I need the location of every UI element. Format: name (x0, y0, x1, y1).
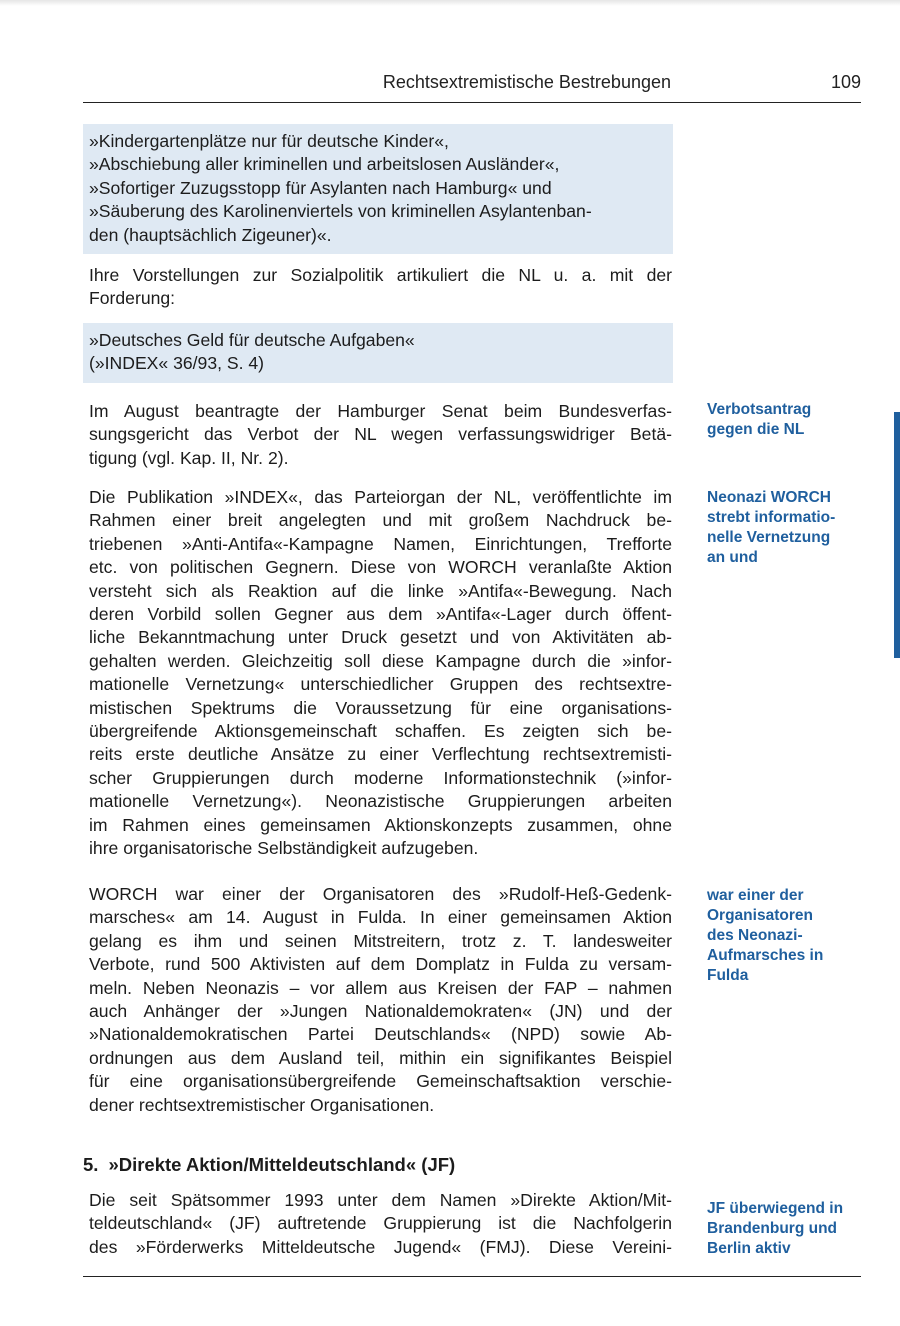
text-line: Forderung: (89, 288, 176, 309)
text-line: »Nationaldemokratischen Partei Deutschlands« (NPD) sowie Ab- (89, 1024, 672, 1045)
margin-note-line: Brandenburg und (707, 1220, 838, 1237)
paragraph-direkte-aktion (89, 1189, 672, 1259)
text-line: mationelle Vernetzung« unterschiedlicher Gruppen des rechtsextre- (89, 674, 672, 695)
text-line: liche Bekanntmachung unter Druck gesetzt und von Aktivitäten ab- (89, 627, 672, 648)
paragraph-ban-request (89, 400, 672, 470)
margin-marker-bar (894, 412, 900, 658)
text-line: WORCH war einer der Organisatoren des »Rudolf-Heß-Gedenk- (89, 884, 672, 904)
text-line: mistischen Spektrums die Voraussetzung für eine organisations- (89, 697, 672, 718)
margin-note-jf-active (707, 1199, 877, 1259)
quote-line: »Sofortiger Zuzugsstopp für Asylanten nach Hamburg« und (89, 177, 552, 198)
text-line: für eine organisationsübergreifende Gemeinschaftsaktion verschie- (89, 1071, 672, 1092)
text-line: ihre organisatorische Selbständigkeit aufzugeben. (89, 838, 479, 859)
text-line: Ihre Vorstellungen zur Sozialpolitik artikuliert die NL u. a. mit der (89, 265, 672, 285)
text-line: ordnungen aus dem Ausland teil, mithin ein signifikantes Beispiel (89, 1047, 672, 1068)
text-line: marsches« am 14. August in Fulda. In einer gemeinsamen Aktion (89, 907, 672, 928)
margin-note-line: Aufmarsches in (707, 947, 824, 964)
margin-note-line: gegen die NL (707, 421, 805, 438)
text-line: im Rahmen eines gemeinsamen Aktionskonzepts zusammen, ohne (89, 814, 672, 835)
text-line: etc. von politischen Gegnern. Diese von WORCH veranlaßte Aktion (89, 557, 672, 578)
quote-block-demands (83, 124, 673, 254)
quote-block-slogan (83, 323, 673, 383)
text-line: Verbote, rund 500 Aktivisten auf dem Domplatz in Fulda zu versam- (89, 954, 672, 975)
page-number: 109 (830, 72, 861, 92)
page-header (83, 70, 861, 103)
text-line: reits erste deutliche Ansätze zu einer Verflechtung rechtsextremisti- (89, 744, 672, 765)
text-line: Die seit Spätsommer 1993 unter dem Namen »Direkte Aktion/Mit- (89, 1190, 672, 1210)
paragraph-fulda-march (89, 883, 672, 1117)
margin-note-line: Neonazi WORCH (707, 489, 831, 506)
section-title: »Direkte Aktion/Mitteldeutschland« (JF) (108, 1154, 456, 1175)
quote-line: »Säuberung des Karolinenviertels von kriminellen Asylantenban- (89, 201, 592, 222)
margin-note-line: Fulda (707, 967, 749, 984)
text-line: teldeutschland« (JF) auftretende Gruppierung ist die Nachfolgerin (89, 1213, 672, 1234)
margin-note-line: Organisatoren (707, 907, 813, 924)
quote-line: den (hauptsächlich Zigeuner)«. (89, 224, 332, 245)
text-line: auch Anhänger der »Jungen Nationaldemokraten« (JN) und der (89, 1001, 672, 1022)
margin-note-line: strebt informatio- (707, 509, 836, 526)
text-line: meln. Neben Neonazis – vor allem aus Kreisen der FAP – nahmen (89, 977, 672, 998)
section-number: 5. (83, 1154, 99, 1175)
text-line: Rahmen einer breit angelegten und mit großem Nachdruck be- (89, 510, 672, 531)
margin-note-line: des Neonazi- (707, 927, 803, 944)
margin-note-line: nelle Vernetzung (707, 529, 831, 546)
margin-note-ban-request (707, 400, 877, 440)
text-line: Die Publikation »INDEX«, das Parteiorgan der NL, veröffentlichte im (89, 487, 672, 507)
running-title: Rechtsextremistische Bestrebungen (382, 72, 671, 92)
text-line: Im August beantragte der Hamburger Senat beim Bundesverfas- (89, 401, 672, 421)
text-line: des »Förderwerks Mitteldeutsche Jugend« (FMJ). Diese Vereini- (89, 1236, 672, 1257)
page-top-shade (0, 0, 900, 6)
text-line: triebenen »Anti-Antifa«-Kampagne Namen, Einrichtungen, Trefforte (89, 533, 672, 554)
paragraph-social-policy (89, 264, 672, 311)
margin-note-line: Verbotsantrag (707, 401, 812, 418)
margin-note-line: Berlin aktiv (707, 1240, 791, 1257)
quote-line: »Kindergartenplätze nur für deutsche Kinder«, (89, 131, 449, 151)
quote-line: (»INDEX« 36/93, S. 4) (89, 353, 265, 374)
quote-line: »Abschiebung aller kriminellen und arbeitslosen Ausländer«, (89, 154, 560, 175)
text-line: gelang es ihm und seinen Mitstreitern, trotz z. T. landesweiter (89, 930, 672, 951)
paragraph-anti-antifa (89, 486, 672, 861)
margin-note-line: an und (707, 549, 758, 566)
margin-note-line: JF überwiegend in (707, 1200, 844, 1217)
text-line: deren Vorbild sollen Gegner aus dem »Antifa«-Lager durch öffent- (89, 604, 672, 625)
bottom-rule (83, 1276, 861, 1277)
margin-note-worch-networking (707, 488, 877, 568)
margin-note-line: war einer der (707, 887, 804, 904)
text-line: scher Gruppierungen durch moderne Informationstechnik (»infor- (89, 767, 672, 788)
text-line: versteht sich als Reaktion auf die linke »Antifa«-Bewegung. Nach (89, 580, 672, 601)
text-line: gehalten werden. Gleichzeitig soll diese Kampagne durch die »infor- (89, 650, 672, 671)
text-line: übergreifende Aktionsgemeinschaft schaffen. Es zeigten sich be- (89, 721, 672, 742)
section-heading (83, 1154, 455, 1176)
text-line: sungsgericht das Verbot der NL wegen verfassungswidriger Betä- (89, 424, 672, 445)
text-line: dener rechtsextremistischer Organisationen. (89, 1094, 435, 1115)
text-line: tigung (vgl. Kap. II, Nr. 2). (89, 447, 289, 468)
text-line: mationelle Vernetzung«). Neonazistische Gruppierungen arbeiten (89, 791, 672, 812)
margin-note-fulda-organizer (707, 886, 877, 986)
quote-line: »Deutsches Geld für deutsche Aufgaben« (89, 330, 415, 350)
